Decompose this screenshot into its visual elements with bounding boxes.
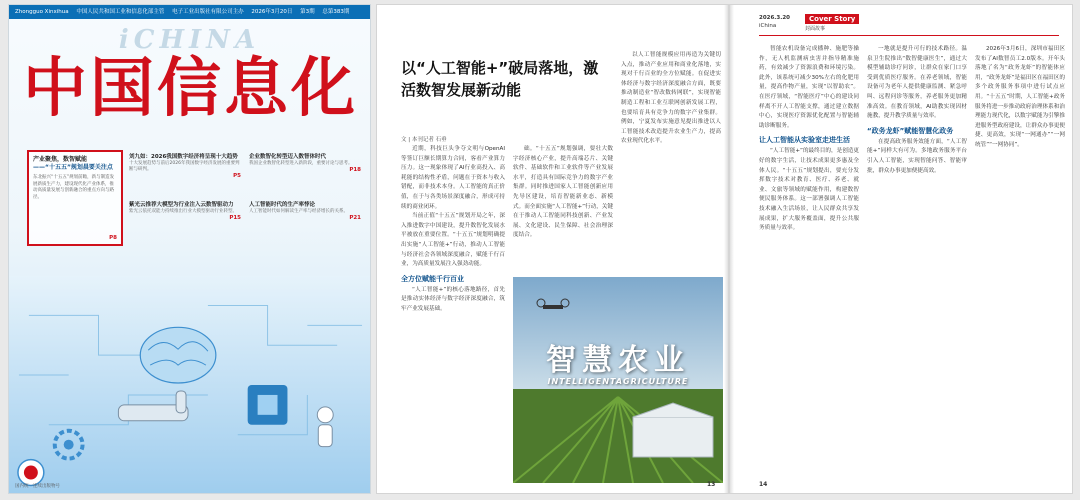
photo-caption-cn: 智慧农业 xyxy=(546,343,690,378)
running-header-date: 2026.3.20 xyxy=(759,15,790,21)
cover-tech-illustration xyxy=(9,275,370,494)
smart-agriculture-photo xyxy=(513,277,723,483)
feature-subtitle: ——“十五五”规划晨要关注点 xyxy=(33,164,113,171)
section-tag-cn: 封面故事 xyxy=(805,26,826,32)
toc-page: P15 xyxy=(229,215,241,221)
toc-page: P5 xyxy=(233,173,241,179)
paragraph: 以人工智能规模应用再造为关键切入点，推动产业应用和商业化落地，实现对千行百业的全方位赋能。在促进实体经济与数字经济深度融合方面，既要推动制造业“智改数转网联”，实现智能制造工程和工业互联网创新发展工程，也要培育具有竞争力的数字产业集群。例如，宁夏发布实施意见提出推进以人工智能技术改造提升农业生产力，提高农业现代化水平。 xyxy=(621,52,721,145)
section-subheading: 全方位赋能千行百业 xyxy=(401,274,464,283)
masthead-item: 总第383期 xyxy=(322,9,350,15)
toc-body: 十大发展趋势与前后2026年我国数字经济发展的重要判断与研判。 xyxy=(129,161,240,172)
paragraph: 2026年3月6日，深圳市福田区发布了AI数智员工2.0版本。开年头落地了名为“政务龙虾”的智能体应用，“政务龙虾”是福田区在福田区的多个政务服务事项中进行试点应用。“十五五”时期，人工智能+政务服务将进一步推动政府治理体系和治理能力现代化，以数字赋能为引擎推进服务型政府建设，让群众办事更便捷、更高效，实现“一网通办”“一网统管”“一网协同”。 xyxy=(975,46,1065,148)
article-column-4 xyxy=(759,45,859,485)
toc-title: 人工智能时代的生产率悖论 xyxy=(249,202,316,208)
paragraph: “人工智能+”的最终目的，是创造更好的数字生活，让技术成果更多惠及全体人民。“十五五”规划提出，要充分发挥数字技术对教育、医疗、养老、就业、文旅等领域的赋能作用，构建数智便民服务体系。这一部署强调人工智能技术融入生活场景，让人民群众共享发展成果，扩大服务覆盖面，提升公共服务质量与效率。 xyxy=(759,148,859,232)
article-column-5 xyxy=(867,45,967,485)
robot-figure-icon xyxy=(317,407,333,447)
article-headline: 以“人工智能+”破局落地，激活数智发展新动能 xyxy=(401,59,599,99)
cover-feature-box[interactable] xyxy=(27,150,123,246)
masthead-item: 第3期 xyxy=(300,9,315,15)
masthead-item: 电子工业出版社有限公司主办 xyxy=(172,9,244,15)
paragraph: 在提高政务服务效能方面，“人工智能+”同样大有可为。多地政务服务平台引入人工智能，实现智能问答、智能审批，群众办事更加便捷高效。 xyxy=(867,138,967,174)
paragraph: 当前正值“十五五”规划开局之年，深入推进数字中国建设，提升数智化发展水平被放在重要位置。“十五五”规划明确提出实施“人工智能+”行动，推动人工智能与经济社会各领域深度融合，赋能千行百业，为高质量发展注入强劲动能。 xyxy=(401,213,505,268)
toc-body: 紫光云依托双能力持续推出行业大模型驱动行业转型。 xyxy=(129,209,237,214)
paragraph: 智能农机设备完成播种、施肥等操作，无人机监测病虫害并指导精准施药，有效减少了资源浪费和环境污染。此外，该系统可减少30%左右的化肥用量，提高作物产量，实现“以智助农”。在医疗领域，“智能医疗”中心的建设同样离不开人工智能支撑，通过建立数据中心，实现医疗资源优化配置与智能辅助诊断服务。 xyxy=(759,46,859,129)
brain-icon xyxy=(140,327,216,383)
feature-body: 东北振兴“十五五”规划前瞻，新与制造发展新质生产力，建设现代化产业体系，推动高质量发展与创新融合的重点方向与路径。 xyxy=(33,175,115,200)
section-tag: Cover Story xyxy=(805,14,859,24)
masthead-item: Zhongguo Xinxihua xyxy=(15,9,69,15)
spread-gutter xyxy=(724,5,734,493)
article-column-2 xyxy=(513,145,613,273)
toc-title: 企业数智化转型迈入数智体时代 xyxy=(249,154,327,160)
toc-body: 人工智能时代如何解读生产率与经济增长的关系。 xyxy=(249,209,348,214)
toc-title: 刘九如：2026我国数字经济将呈现十大趋势 xyxy=(129,154,238,160)
masthead-item: 2026年3月20日 xyxy=(251,9,293,15)
paragraph: “人工智能+”的核心落地路径，首先是推动实体经济与数字经济深度融合，筑牢产业发展基础。 xyxy=(401,286,505,312)
toc-item[interactable] xyxy=(129,201,241,221)
paragraph: 一地就是提升可行的技术路径。温泉卫生院推出“数智健康医生”，通过大模型辅助诊疗问诊，让群众在家门口享受到优质医疗服务。在养老领域，智能设备可为老年人提供健康监测、紧急呼叫、远程问诊等服务，养老服务更加精准高效。在教育领域，AI助教实现因材施教，提升教学质量与效率。 xyxy=(867,46,967,120)
publisher-seal-icon xyxy=(18,460,44,486)
masthead-item: 中国人民共和国工业和信息化部主管 xyxy=(76,9,165,15)
cover-title: 中国信息化 xyxy=(23,51,358,126)
section-subheading: 让人工智能从实验室走进生活 xyxy=(759,136,850,145)
toc-item[interactable] xyxy=(249,201,361,221)
toc-body: 我国企业数智化转型进入新阶段，重要讨论与思考。 xyxy=(249,161,353,166)
cover-masthead-strip xyxy=(9,5,370,19)
toc-page: P21 xyxy=(349,215,361,221)
cover-brand: iCHINA xyxy=(118,25,261,55)
article-column-6 xyxy=(975,45,1065,485)
paragraph: 近期，科技巨头争夺文明与OpenAI等签订巨额长期算力合同，客看产业算力压力。这一现象体现了AI行业高投入、高耗能的结构性矛盾，问题在于资本与收入错配，而非技术本身。人工智能的真正价值，在于与各类场景深度融合，形成可持续的商业闭环。 xyxy=(401,146,505,210)
paragraph: 础。“十五五”规划强调，要壮大数字经济核心产业，提升高端芯片、关键软件、基础软件和工业软件等产业发展水平，打造具有国际竞争力的数字产业集群。同时推进国家人工智能创新应用先导区建设，培育智能新业态、新模式。而全面实施“人工智能+”行动，关键在于推动人工智能同科技创新、产业发展、文化建设、民生保障、社会治理深度结合。 xyxy=(513,146,613,239)
toc-item[interactable] xyxy=(249,153,361,173)
feature-page: P8 xyxy=(109,235,117,241)
photo-caption-en: INTELLIGENTAGRICULTURE xyxy=(547,377,689,386)
toc-page: P18 xyxy=(349,167,361,173)
article-spread xyxy=(376,4,1073,494)
article-byline: 文 | 本刊记者 石垂 xyxy=(401,137,447,143)
cover-footer: 国内统一连续出版物号 xyxy=(15,484,60,489)
page-number-left: 13 xyxy=(707,481,716,488)
article-column-1 xyxy=(401,145,505,315)
chip-icon xyxy=(248,385,288,425)
magazine-cover xyxy=(8,4,371,494)
page-number-right: 14 xyxy=(759,481,768,488)
toc-title: 紫光云推荐大模型为行业注入云数智驱动力 xyxy=(129,202,234,208)
section-subheading: “政务龙虾”赋能智慧化政务 xyxy=(867,126,954,135)
feature-title: 产业聚焦，数智赋能 xyxy=(33,156,88,163)
running-header-brand: iChina xyxy=(759,23,777,29)
article-column-3 xyxy=(621,51,721,273)
toc-item[interactable] xyxy=(129,153,241,179)
header-rule xyxy=(759,35,1059,36)
